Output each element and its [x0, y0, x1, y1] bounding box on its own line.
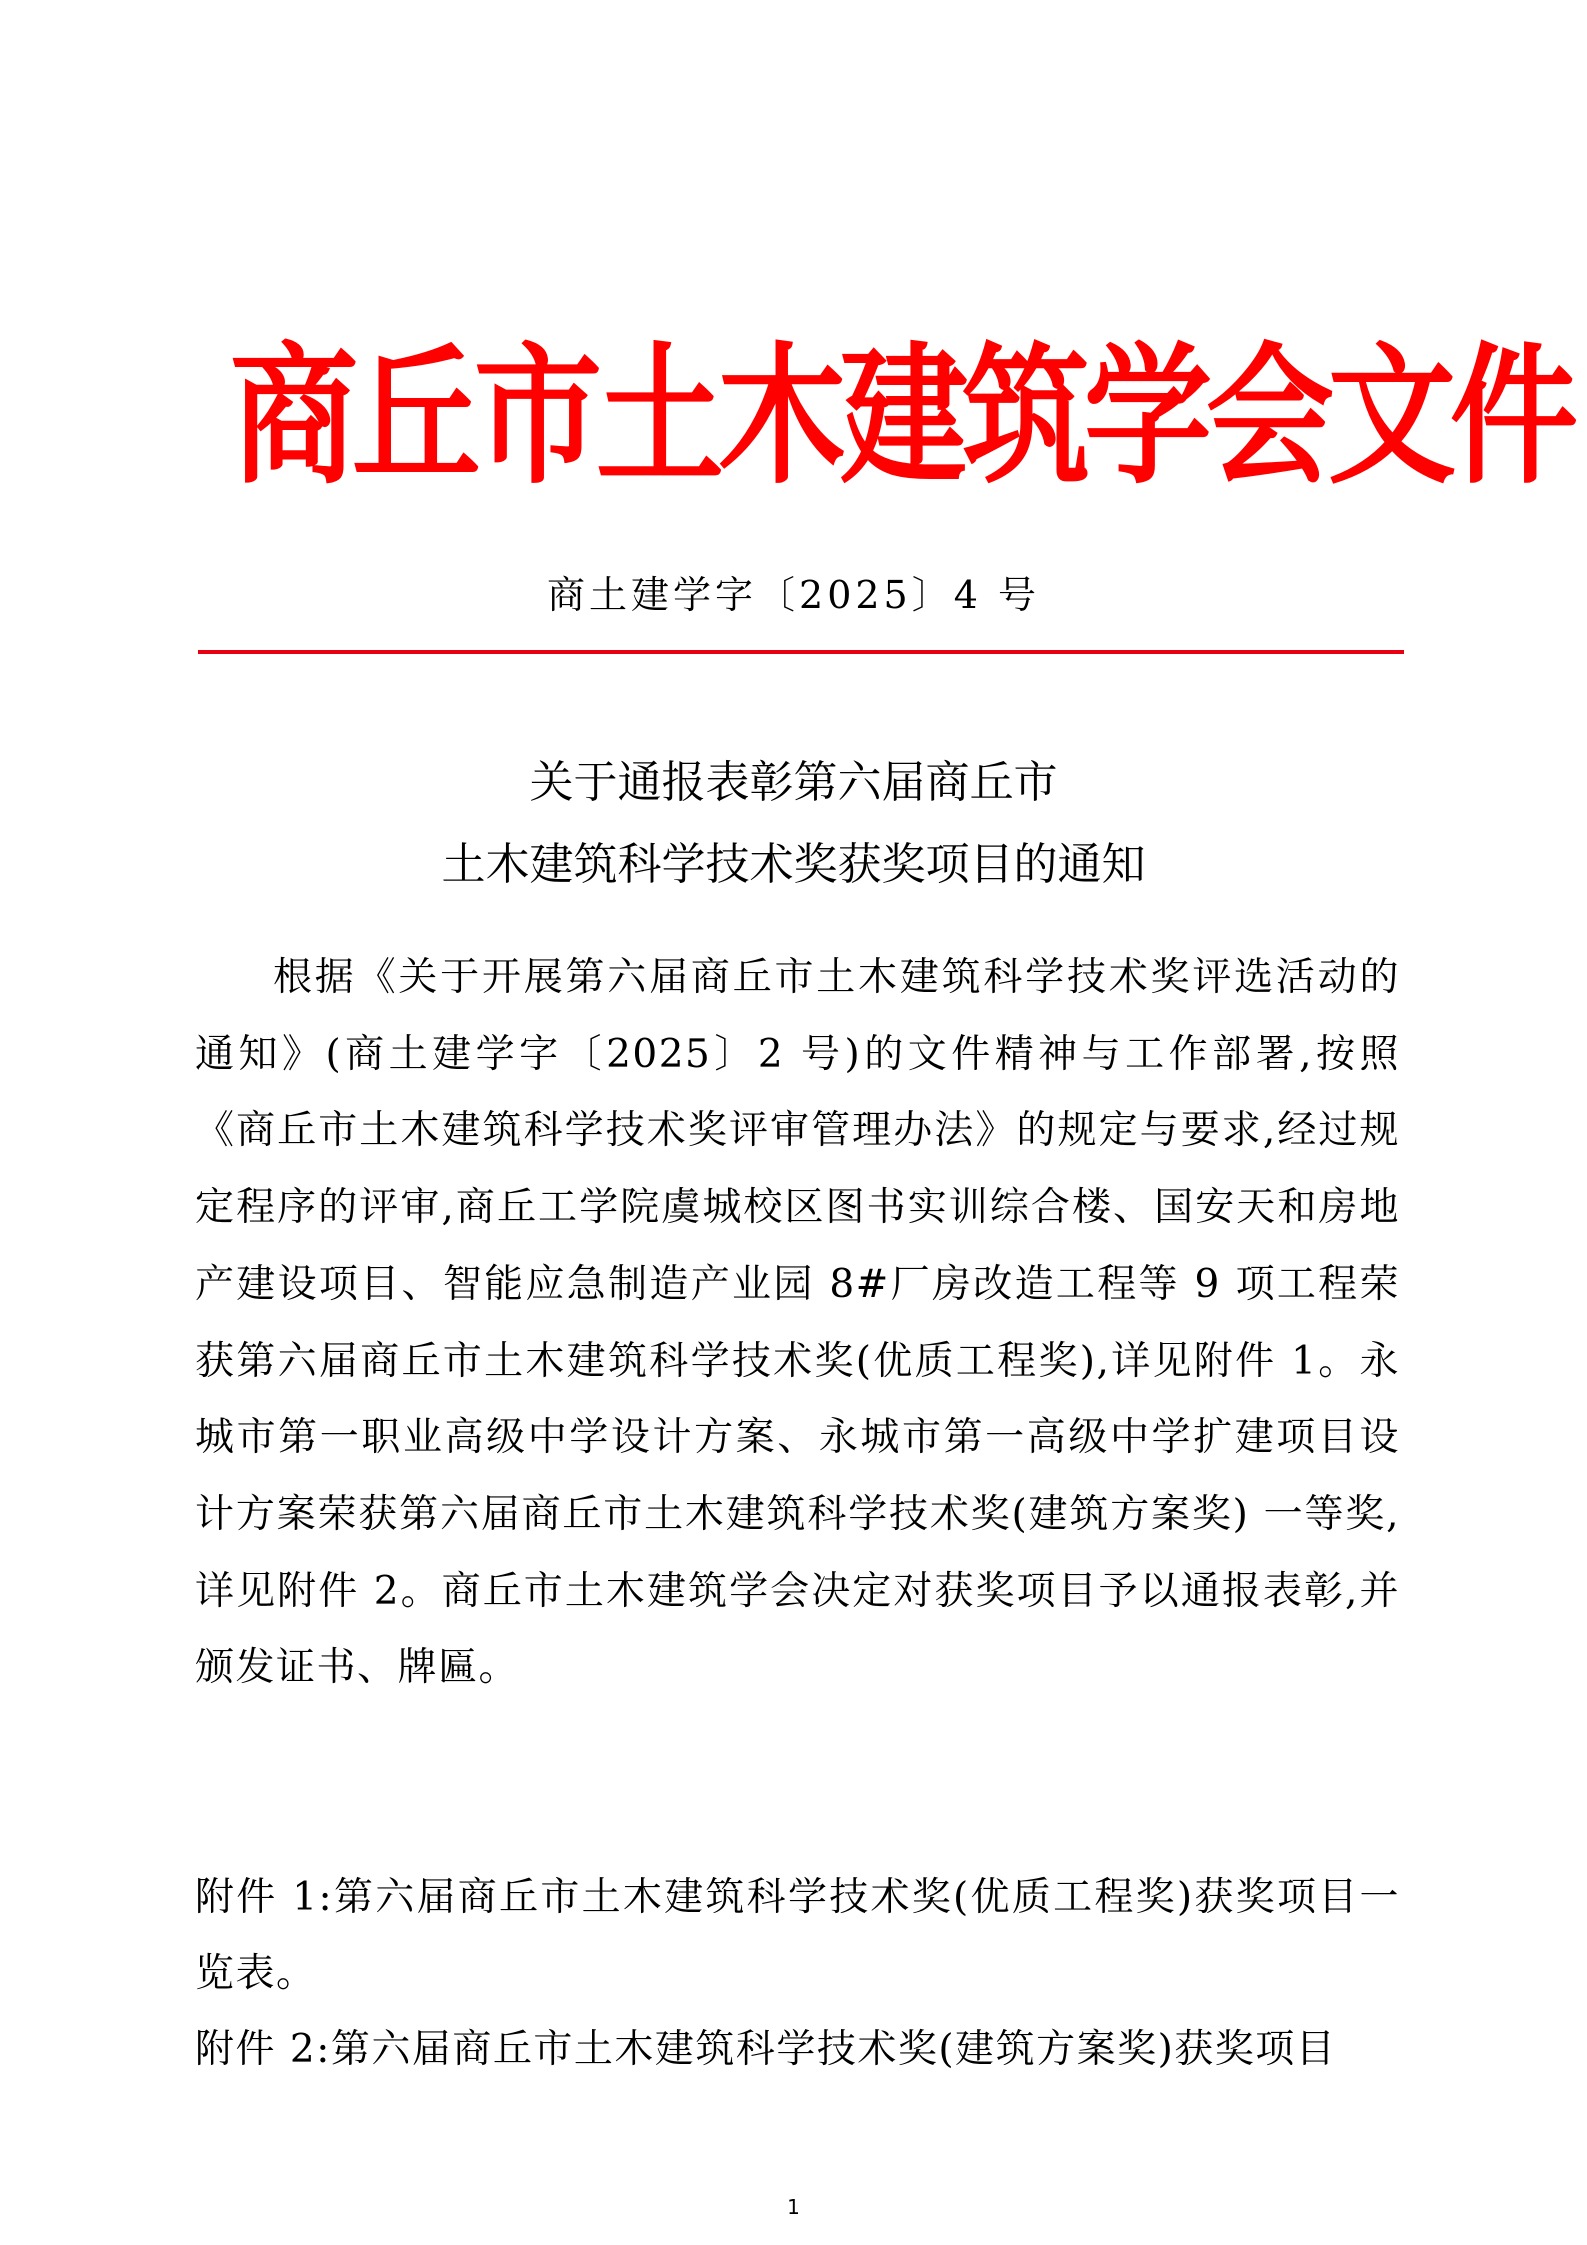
red-divider [198, 650, 1404, 654]
document-number: 商土建学字〔2025〕4 号 [547, 573, 1040, 617]
notice-title-line-2: 土木建筑科学技术奖获奖项目的通知 [441, 839, 1146, 890]
attachment-item-2: 附件 2:第六届商丘市土木建筑科学技术奖(建筑方案奖)获奖项目 [195, 2027, 1337, 2072]
notice-title-line-1: 关于通报表彰第六届商丘市 [529, 757, 1058, 808]
page-number: 1 [787, 2195, 800, 2219]
body-paragraph: 根据《关于开展第六届商丘市土木建筑科学技术奖评选活动的通知》(商土建学字〔2025〕2 号)的文件精神与工作部署,按照《商丘市土木建筑科学技术奖评审管理办法》的规定与要求,经过规定程序的评审,商丘工学院虞城校区图书实训综合楼、国安天和房地产建设项目、智能应急制造产业园 8#厂房改造工程等 9 项工程荣获第六届商丘市土木建筑科学技术奖(优质工程奖),详见附件 1。永城市第一职业高级中学设计方案、永城市第一高级中学扩建项目设计方案荣获第六届商丘市土木建筑科学技术奖(建筑方案奖) 一等奖,详见附件 2。商丘市土木建筑学会决定对获奖项目予以通报表彰,并颁发证书、牌匾。 [195, 955, 1400, 1691]
notice-title [0, 742, 1587, 906]
attachment-list [195, 1860, 1400, 2088]
masthead-title: 商丘市土木建筑学会文件 [230, 329, 1573, 506]
attachment-item-1: 附件 1:第六届商丘市土木建筑科学技术奖(优质工程奖)获奖项目一览表。 [195, 1875, 1400, 1996]
